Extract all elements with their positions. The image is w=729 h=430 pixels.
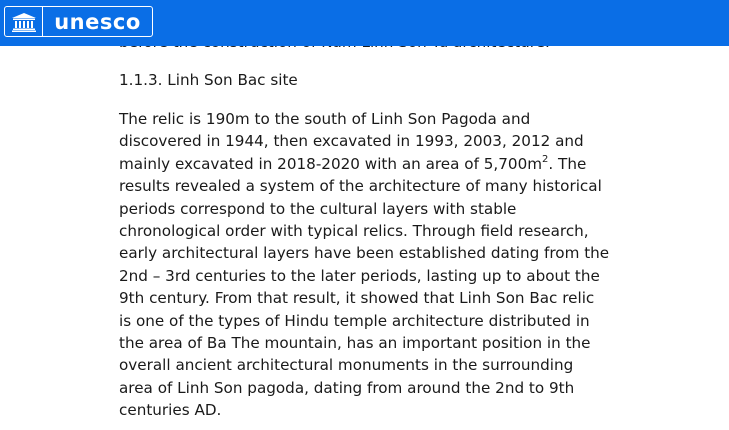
paragraph-text-part2: . The results revealed a system of the architecture of many historical periods correspond to the cultural layers with stable chronological order with typical relics. Through field research, early architectural layers have been established dating from the 2nd – 3rd centuries to the later periods, lasting up to about the 9th century. From that result, it showed that Linh Son Bac relic is one of the types of Hindu temple architecture distributed in the area of Ba The mountain, has an important position in the overall ancient architectural monuments in the surrounding area of Linh Son pagoda, dating from around the 2nd to 9th centuries AD. xyxy=(119,154,610,420)
site-header xyxy=(0,0,729,46)
superscript-two: 2 xyxy=(542,153,549,165)
paragraph-text-part1: The relic is 190m to the south of Linh Son Pagoda and discovered in 1944, then excavated in 1993, 2003, 2012 and mainly excavated in 2018-2020 with an area of 5,700m xyxy=(119,110,584,173)
section-heading: 1.1.3. Linh Son Bac site xyxy=(119,71,298,89)
unesco-temple-icon xyxy=(5,7,43,36)
unesco-logo-link[interactable] xyxy=(4,6,153,37)
unesco-logo-text: unesco xyxy=(54,9,141,34)
article-paragraph xyxy=(119,108,611,422)
